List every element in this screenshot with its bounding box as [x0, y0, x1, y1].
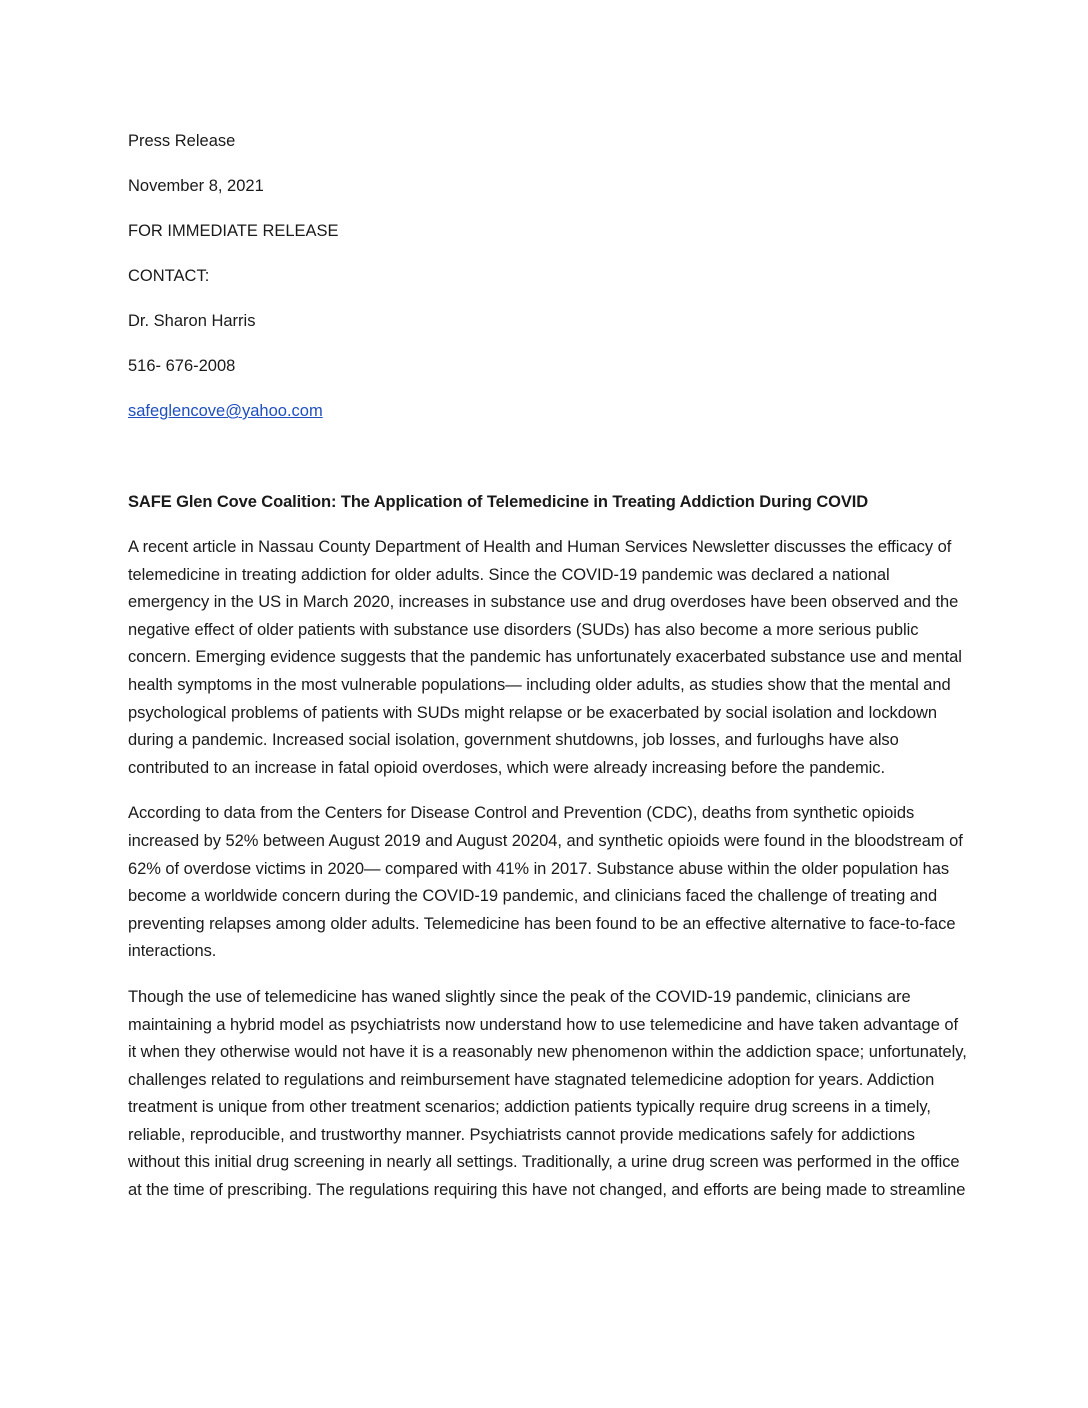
- contact-label: CONTACT:: [128, 267, 210, 285]
- article-paragraph-1: A recent article in Nassau County Department of Health and Human Services Newsletter discusses the efficacy of telemedicine in treating addiction for older adults. Since the COVID-19 pandemic was declared a national emergency in the US in March 2020, increases in substance use and drug overdoses have been observed and the negative effect of older patients with substance use disorders (SUDs) has also become a more serious public concern. Emerging evidence suggests that the pandemic has unfortunately exacerbated substance use and mental health symptoms in the most vulnerable populations— including older adults, as studies show that the mental and psychological problems of patients with SUDs might relapse or be exacerbated by social isolation and lockdown during a pandemic. Increased social isolation, government shutdowns, job losses, and furloughs have also contributed to an increase in fatal opioid overdoses, which were already increasing before the pandemic.: [128, 538, 962, 777]
- article-paragraph-3: Though the use of telemedicine has waned slightly since the peak of the COVID-19 pandemic, clinicians are maintaining a hybrid model as psychiatrists now understand how to use telemedicine and have taken advantage of it when they otherwise would not have it is a reasonably new phenomenon within the addiction space; unfortunately, challenges related to regulations and reimbursement have stagnated telemedicine adoption for years. Addiction treatment is unique from other treatment scenarios; addiction patients typically require drug screens in a timely, reliable, reproducible, and trustworthy manner. Psychiatrists cannot provide medications safely for addictions without this initial drug screening in nearly all settings. Traditionally, a urine drug screen was performed in the office at the time of prescribing. The regulations requiring this have not changed, and efforts are being made to streamline: [128, 987, 967, 1200]
- document-page: [128, 126, 968, 1200]
- contact-phone: 516- 676-2008: [128, 357, 236, 375]
- release-status: FOR IMMEDIATE RELEASE: [128, 222, 339, 240]
- article-headline: SAFE Glen Cove Coalition: The Application of Telemedicine in Treating Addiction During COVID: [128, 493, 869, 511]
- contact-email-link[interactable]: safeglencove@yahoo.com: [128, 402, 323, 420]
- contact-email-line: [128, 396, 968, 426]
- release-date: November 8, 2021: [128, 177, 264, 195]
- article-body: [128, 534, 968, 1223]
- press-release-label: Press Release: [128, 132, 236, 150]
- article-paragraph-2: According to data from the Centers for Disease Control and Prevention (CDC), deaths from synthetic opioids increased by 52% between August 2019 and August 20204, and synthetic opioids were found in the bloodstream of 62% of overdose victims in 2020— compared with 41% in 2017. Substance abuse within the older population has become a worldwide concern during the COVID-19 pandemic, and clinicians faced the challenge of treating and preventing relapses among older adults. Telemedicine has been found to be an effective alternative to face-to-face interactions.: [128, 804, 963, 961]
- contact-name: Dr. Sharon Harris: [128, 312, 256, 330]
